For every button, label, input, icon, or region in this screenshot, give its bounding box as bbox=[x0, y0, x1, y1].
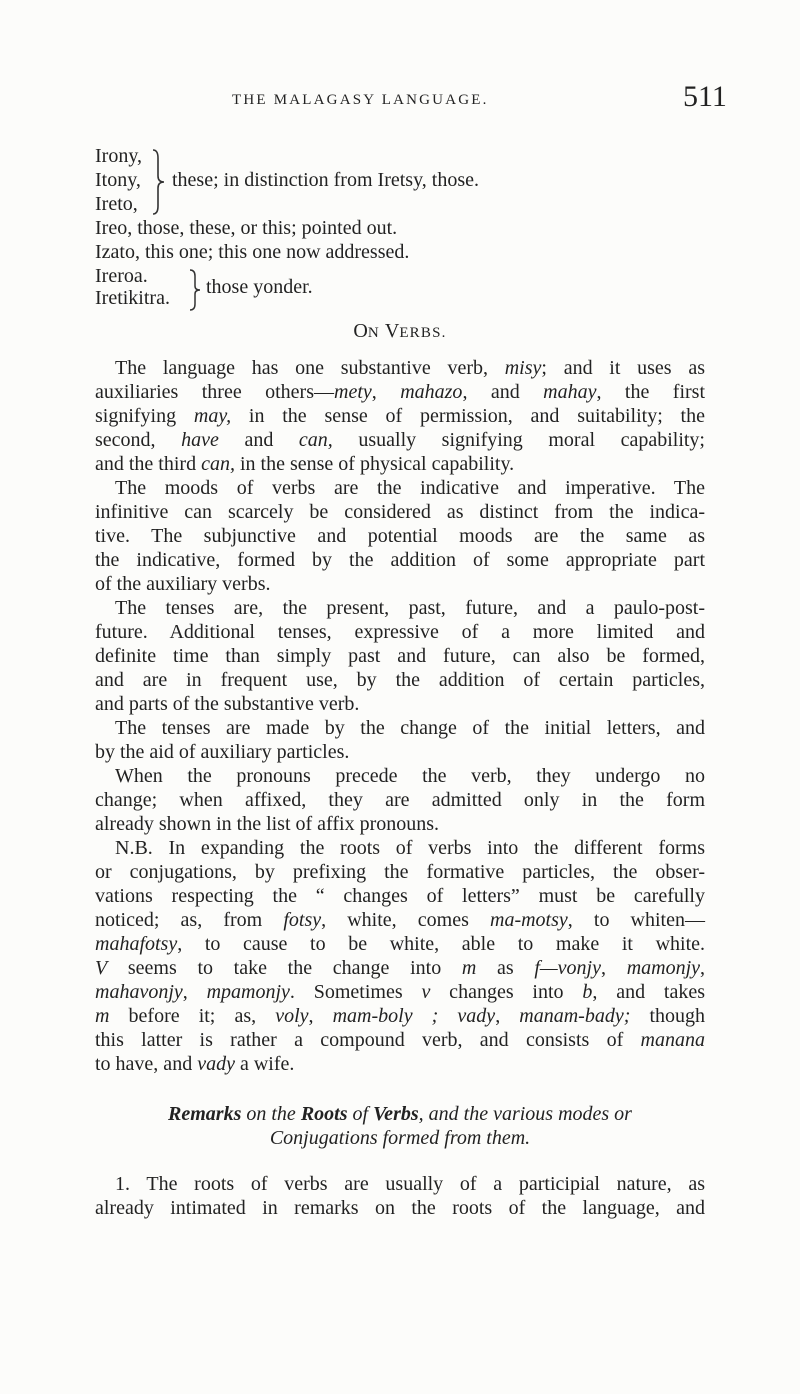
curly-brace-icon bbox=[188, 268, 202, 312]
paragraph-line: tive. The subjunctive and potential moods are the same as bbox=[95, 525, 705, 547]
pronoun-iretikitra: Iretikitra. bbox=[95, 287, 170, 309]
paragraph-line: definite time than simply past and future, can also be formed, bbox=[95, 645, 705, 667]
paragraph-line: of the auxiliary verbs. bbox=[95, 573, 271, 595]
paragraph-line: noticed; as, from fotsy, white, comes ma-motsy, to whiten— bbox=[95, 909, 705, 931]
paragraph-line: and parts of the substantive verb. bbox=[95, 693, 360, 715]
pronoun-ireo: Ireo, those, these, or this; pointed out. bbox=[95, 217, 398, 239]
paragraph-line: signifying may, in the sense of permission, and suitability; the bbox=[95, 405, 705, 427]
paragraph-line: to have, and vady a wife. bbox=[95, 1053, 295, 1075]
pronoun-ireto: Ireto, bbox=[95, 193, 138, 215]
paragraph-line: auxiliaries three others—mety, mahazo, and mahay, the first bbox=[95, 381, 705, 403]
paragraph-line: second, have and can, usually signifying moral capability; bbox=[95, 429, 705, 451]
pronoun-ireroa: Ireroa. bbox=[95, 265, 148, 287]
paragraph-line: future. Additional tenses, expressive of a more limited and bbox=[95, 621, 705, 643]
paragraph-line: V seems to take the change into m as f—vonjy, mamonjy, bbox=[95, 957, 706, 979]
paragraph-line: m before it; as, voly, mam-boly ; vady, manam-bady; though bbox=[95, 1005, 706, 1027]
paragraph-line: mahavonjy, mpamonjy. Sometimes v changes into b, and takes bbox=[95, 981, 705, 1003]
paragraph-line: change; when affixed, they are admitted only in the form bbox=[95, 789, 705, 811]
section-heading-on-verbs: ON VERBS. bbox=[353, 320, 447, 342]
running-title: THE MALAGASY LANGUAGE. bbox=[232, 92, 489, 108]
paragraph-line: vations respecting the “ changes of letters” must be carefully bbox=[95, 885, 705, 907]
paragraph-line: this latter is rather a compound verb, and consists of manana bbox=[95, 1029, 705, 1051]
pronoun-gloss-these: these; in distinction from Iretsy, those. bbox=[172, 169, 479, 191]
paragraph-line: infinitive can scarcely be considered as distinct from the indica- bbox=[95, 501, 705, 523]
remarks-heading-line1: Remarks on the Roots of Verbs, and the various modes or bbox=[168, 1103, 632, 1125]
paragraph-line: The tenses are, the present, past, future, and a paulo-post- bbox=[115, 597, 705, 619]
paragraph-line: and the third can, in the sense of physical capability. bbox=[95, 453, 515, 475]
paragraph-line: The tenses are made by the change of the initial letters, and bbox=[115, 717, 705, 739]
page-number: 511 bbox=[683, 80, 727, 113]
pronoun-izato: Izato, this one; this one now addressed. bbox=[95, 241, 410, 263]
paragraph-line: When the pronouns precede the verb, they undergo no bbox=[115, 765, 705, 787]
paragraph-line: or conjugations, by prefixing the formative particles, the obser- bbox=[95, 861, 705, 883]
pronoun-itony: Itony, bbox=[95, 169, 141, 191]
paragraph-line: the indicative, formed by the addition of some appropriate part bbox=[95, 549, 705, 571]
curly-brace-icon bbox=[150, 148, 166, 216]
pronoun-irony: Irony, bbox=[95, 145, 143, 167]
paragraph-line: 1. The roots of verbs are usually of a participial nature, as bbox=[115, 1173, 705, 1195]
paragraph-line: The language has one substantive verb, misy; and it uses as bbox=[115, 357, 705, 379]
paragraph-line: by the aid of auxiliary particles. bbox=[95, 741, 350, 763]
paragraph-line: The moods of verbs are the indicative and imperative. The bbox=[115, 477, 705, 499]
paragraph-line: and are in frequent use, by the addition of certain particles, bbox=[95, 669, 705, 691]
paragraph-line: already intimated in remarks on the roots of the language, and bbox=[95, 1197, 705, 1219]
paragraph-line: already shown in the list of affix pronouns. bbox=[95, 813, 440, 835]
paragraph-line: N.B. In expanding the roots of verbs into the different forms bbox=[115, 837, 705, 859]
pronoun-gloss-yonder: those yonder. bbox=[206, 276, 313, 298]
remarks-heading-line2: Conjugations formed from them. bbox=[269, 1127, 531, 1149]
paragraph-line: mahafotsy, to cause to be white, able to make it white. bbox=[95, 933, 705, 955]
